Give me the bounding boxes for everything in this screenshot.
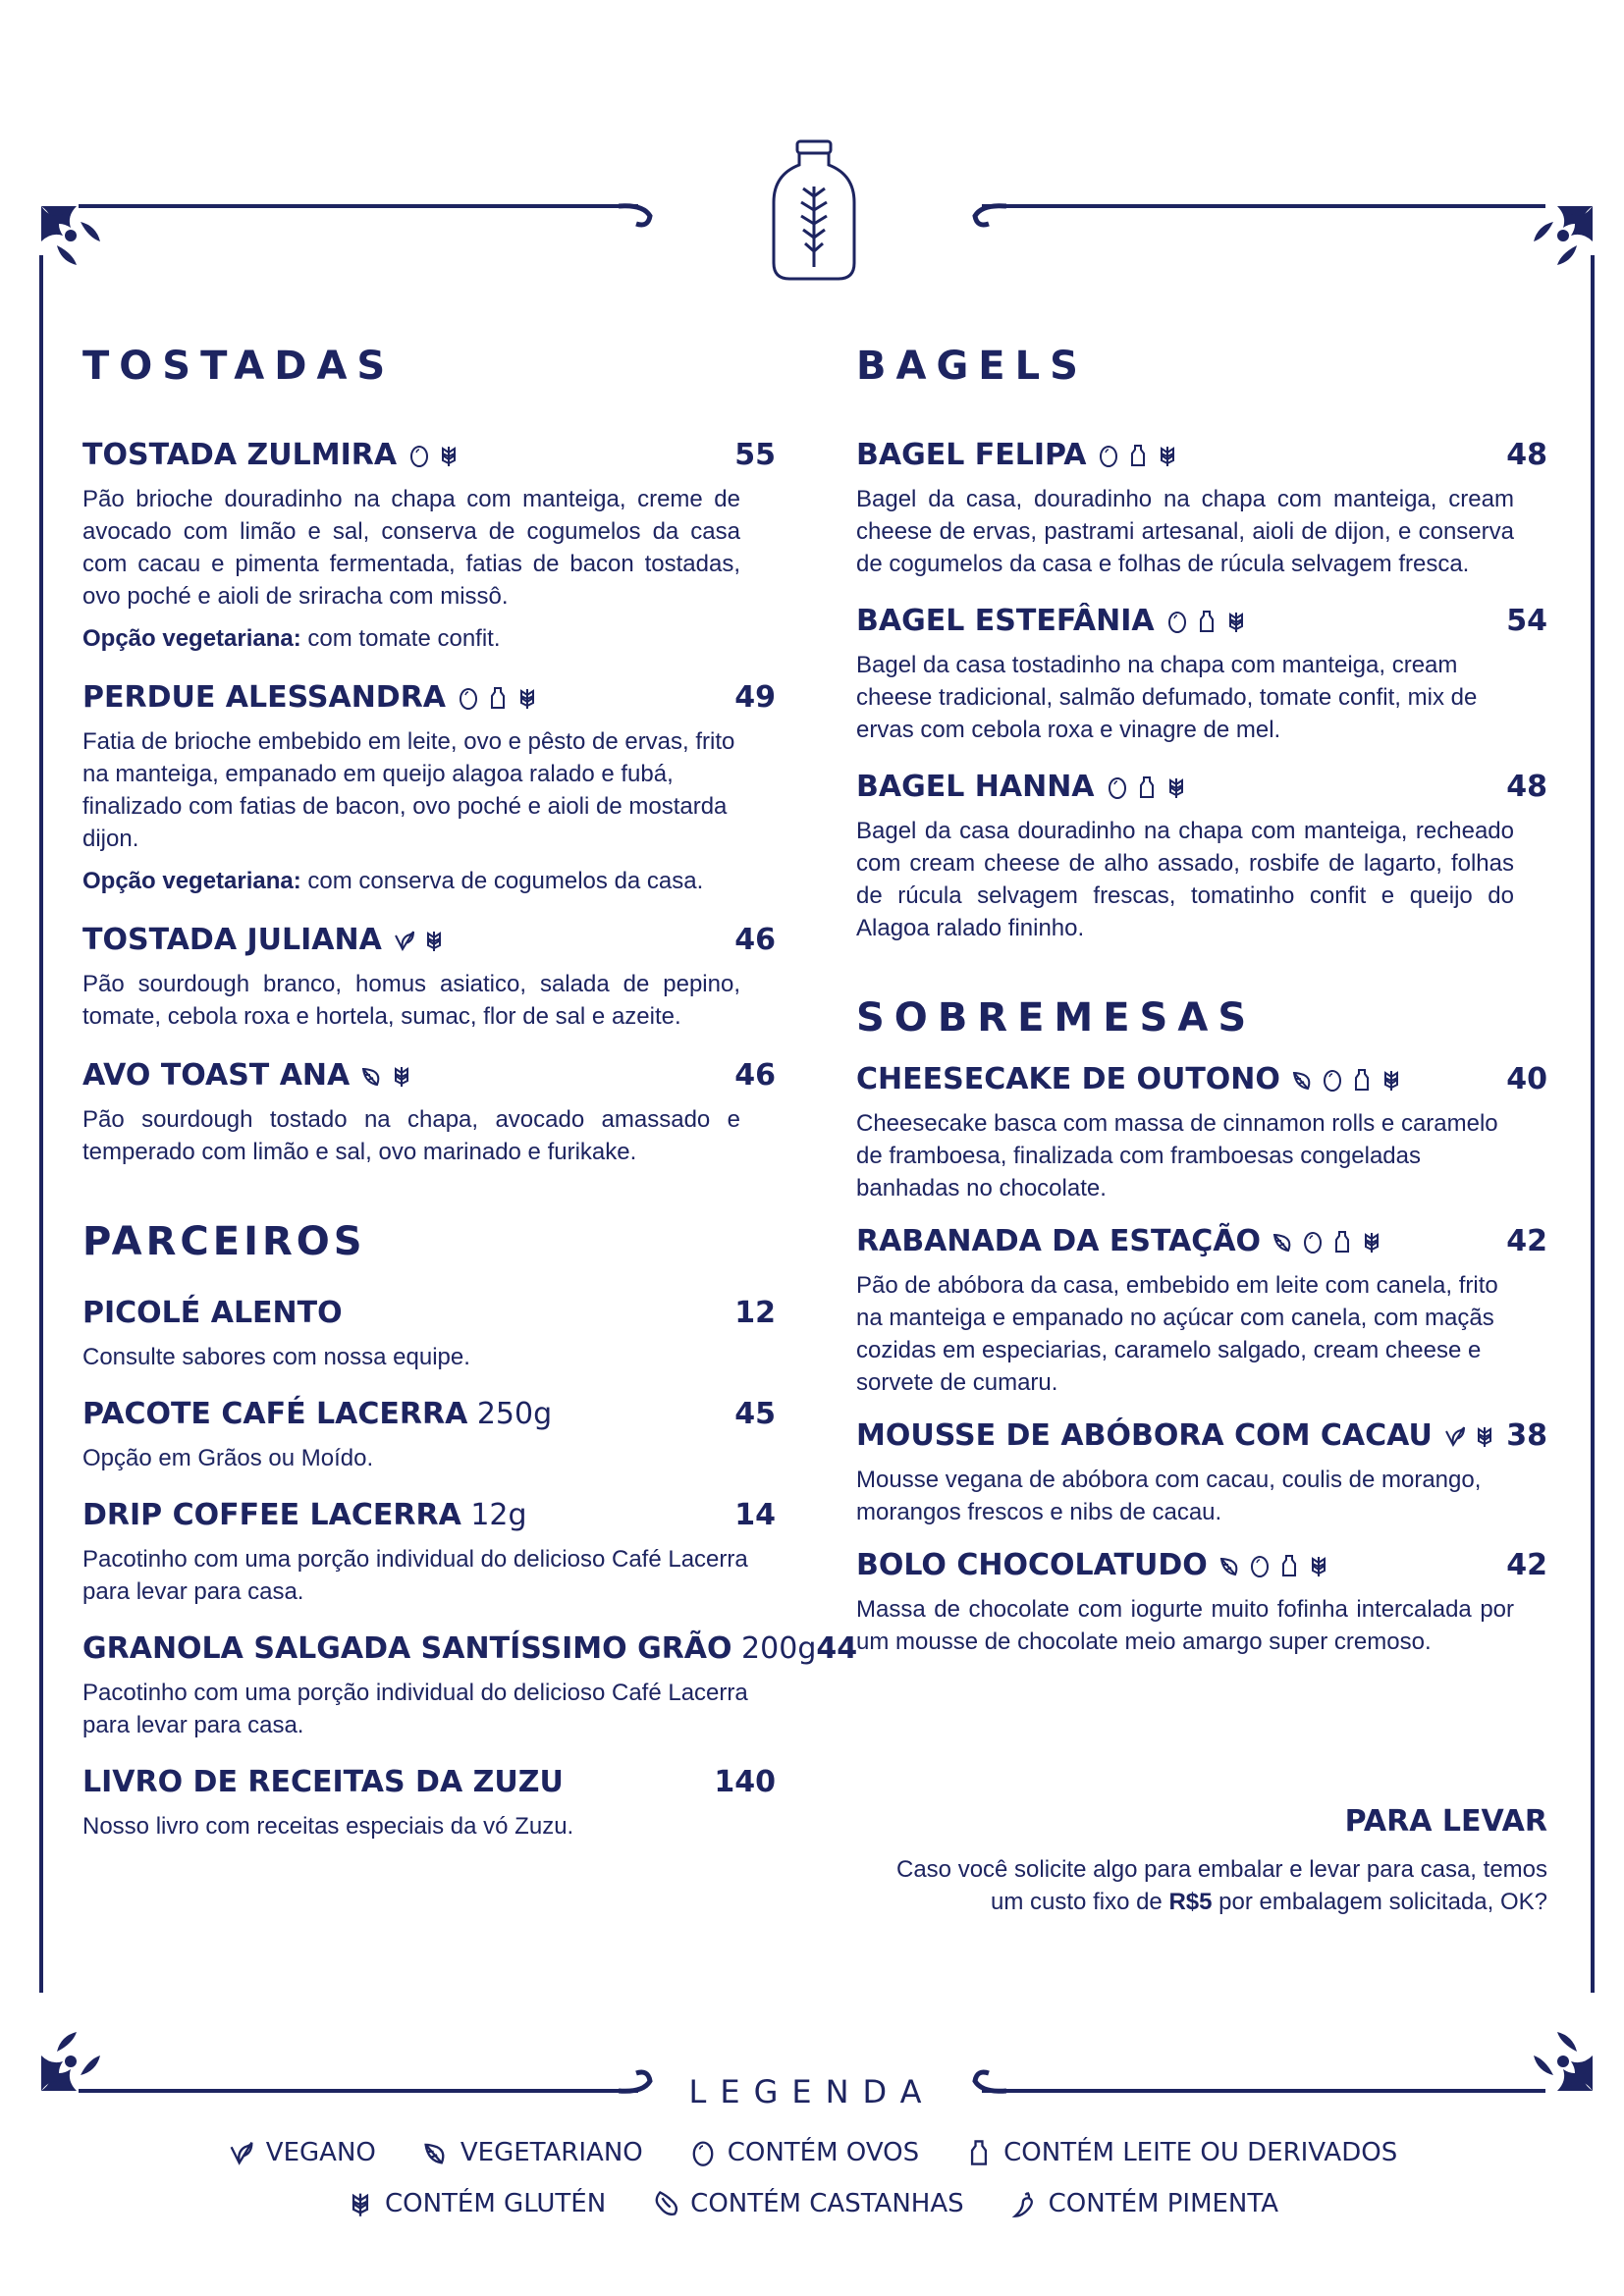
egg-icon: [456, 685, 481, 711]
item-name: TOSTADA ZULMIRA: [82, 438, 398, 472]
item-name: BAGEL FELIPA: [856, 438, 1087, 472]
item-weight: 12g: [460, 1498, 527, 1532]
item-description: Pacotinho com uma porção individual do delicioso Café Lacerra para levar para casa.: [82, 1546, 748, 1605]
right-column: [856, 344, 1547, 1658]
corner-ornament-icon: [37, 202, 116, 281]
item-price: 48: [1506, 770, 1547, 804]
item-price: 12: [734, 1296, 776, 1330]
item-description: Nosso livro com receitas especiais da vó Zuzu.: [82, 1813, 574, 1840]
item-price: 49: [734, 680, 776, 715]
section-title-bagels: BAGELS: [856, 344, 1088, 389]
legend-label: VEGANO: [265, 2138, 376, 2167]
item-price: 48: [1506, 438, 1547, 472]
para-levar-text-part: por embalagem solicitada, OK?: [1212, 1889, 1547, 1915]
menu-item: [82, 1496, 776, 1608]
menu-item: [856, 1546, 1547, 1658]
legend-item-vegetarian: [421, 2138, 643, 2167]
item-description: Pão sourdough branco, homus asiatico, salada de pepino, tomate, cebola roxa e hortela, sumac, flor de sal e azeite.: [82, 971, 740, 1030]
item-name: BAGEL HANNA: [856, 770, 1095, 804]
item-price: 140: [714, 1765, 776, 1799]
corner-ornament-icon: [1518, 202, 1597, 281]
menu-item: [82, 921, 776, 1033]
item-description: Consulte sabores com nossa equipe.: [82, 1344, 470, 1370]
jar-logo-icon: [768, 137, 860, 285]
section-title-sobremesas: SOBREMESAS: [856, 995, 1257, 1041]
legend-item-eggs: [688, 2138, 919, 2167]
vegetarian-icon: [421, 2138, 451, 2167]
legend-label: CONTÉM OVOS: [727, 2138, 920, 2167]
vegetarian-icon: [359, 1063, 385, 1089]
item-price: 45: [734, 1397, 776, 1431]
milk-icon: [1134, 774, 1160, 800]
vegetarian-option: [82, 622, 740, 655]
item-name: MOUSSE DE ABÓBORA COM CACAU: [856, 1418, 1433, 1453]
vegetarian-option-label: Opção vegetariana:: [82, 625, 301, 652]
egg-icon: [1320, 1067, 1345, 1093]
menu-item: [82, 1056, 776, 1168]
left-column: [82, 344, 858, 1842]
milk-icon: [1276, 1553, 1302, 1578]
milk-icon: [1329, 1229, 1355, 1255]
legend-row: [0, 2138, 1624, 2167]
menu-item: [82, 1395, 776, 1474]
item-description: Opção em Grãos ou Moído.: [82, 1445, 374, 1471]
vegetarian-option-label: Opção vegetariana:: [82, 868, 301, 894]
item-description: Pão de abóbora da casa, embebido em leite com canela, frito na manteiga e empanado no açúcar com canela, com maçãs cozidas em especiarias, caramelo salgado, cream cheese e sorvete de cumaru.: [856, 1272, 1498, 1396]
item-name: AVO TOAST ANA: [82, 1058, 351, 1093]
nut-icon: [651, 2189, 680, 2218]
section-title-tostadas: TOSTADAS: [82, 344, 396, 389]
item-price: 46: [734, 1058, 776, 1093]
legend-item-pepper: [1009, 2189, 1278, 2218]
vegan-icon: [227, 2138, 256, 2167]
item-name: PERDUE ALESSANDRA: [82, 680, 447, 715]
item-name: GRANOLA SALGADA SANTÍSSIMO GRÃO: [82, 1631, 732, 1666]
gluten-icon: [1472, 1423, 1497, 1449]
item-name: BOLO CHOCOLATUDO: [856, 1548, 1208, 1582]
frame-curl-icon: [967, 196, 1006, 236]
menu-item: [856, 436, 1547, 580]
egg-icon: [406, 443, 432, 468]
legend-label: CONTÉM GLUTÉN: [384, 2189, 607, 2218]
menu-item: [82, 1763, 776, 1842]
menu-item: [82, 678, 776, 897]
item-price: 38: [1506, 1418, 1547, 1453]
item-description: Cheesecake basca com massa de cinnamon rolls e caramelo de framboesa, finalizada com framboesas congeladas banhadas no chocolate.: [856, 1110, 1498, 1201]
pepper-icon: [1009, 2189, 1039, 2218]
section-title-parceiros: PARCEIROS: [82, 1219, 366, 1264]
item-name: DRIP COFFEE LACERRA: [82, 1498, 461, 1532]
item-price: 44: [816, 1631, 858, 1666]
item-weight: 200g: [731, 1631, 817, 1666]
item-description: Fatia de brioche embebido em leite, ovo e pêsto de ervas, frito na manteiga, empanado em queijo alagoa ralado e fubá, finalizado com fatias de bacon, ovo poché e aioli de mostarda dijon.: [82, 728, 735, 852]
item-name: BAGEL ESTEFÂNIA: [856, 604, 1155, 638]
gluten-icon: [1379, 1067, 1404, 1093]
frame-left-line: [39, 255, 43, 1993]
gluten-icon: [1306, 1553, 1331, 1578]
item-name: TOSTADA JULIANA: [82, 923, 382, 957]
gluten-icon: [514, 685, 540, 711]
menu-item: [856, 768, 1547, 944]
legend-label: CONTÉM LEITE OU DERIVADOS: [1003, 2138, 1398, 2167]
item-description: Bagel da casa, douradinho na chapa com manteiga, cream cheese de ervas, pastrami artesanal, aioli de dijon, e conserva de cogumelos da casa e folhas de rúcula selvagem fresca.: [856, 486, 1514, 577]
gluten-icon: [436, 443, 461, 468]
para-levar-text: [864, 1853, 1547, 1918]
legend-item-gluten: [346, 2189, 606, 2218]
legend-item-vegan: [227, 2138, 376, 2167]
item-description: Mousse vegana de abóbora com cacau, coulis de morango, morangos frescos e nibs de cacau.: [856, 1467, 1482, 1525]
vegan-icon: [1442, 1423, 1468, 1449]
legend-item-nuts: [651, 2189, 963, 2218]
gluten-icon: [389, 1063, 414, 1089]
item-name: RABANADA DA ESTAÇÃO: [856, 1224, 1262, 1258]
item-description: Pão brioche douradinho na chapa com manteiga, creme de avocado com limão e sal, conserva de cogumelos da casa com cacau e pimenta fermentada, fatias de bacon tostadas, ovo poché e aioli de sriracha com missô.: [82, 486, 740, 610]
vegetarian-option-text: com conserva de cogumelos da casa.: [300, 868, 704, 894]
gluten-icon: [1223, 609, 1249, 634]
vegan-icon: [392, 928, 417, 953]
gluten-icon: [1155, 443, 1180, 468]
item-name: CHEESECAKE DE OUTONO: [856, 1062, 1280, 1096]
item-price: 54: [1506, 604, 1547, 638]
egg-icon: [1096, 443, 1121, 468]
item-name: LIVRO DE RECEITAS DA ZUZU: [82, 1765, 564, 1799]
menu-item: [82, 1294, 776, 1373]
menu-item: [856, 1060, 1547, 1204]
menu-item: [856, 602, 1547, 746]
item-weight: 250g: [467, 1397, 553, 1431]
item-price: 55: [734, 438, 776, 472]
egg-icon: [1164, 609, 1190, 634]
frame-curl-icon: [619, 196, 658, 236]
milk-icon: [964, 2138, 994, 2167]
frame-top-left-line: [79, 204, 638, 208]
item-price: 42: [1506, 1548, 1547, 1582]
legend-row: [0, 2189, 1624, 2218]
menu-item: [856, 1416, 1547, 1528]
frame-right-line: [1591, 255, 1595, 1993]
item-description: Pacotinho com uma porção individual do delicioso Café Lacerra para levar para casa.: [82, 1680, 748, 1738]
item-price: 42: [1506, 1224, 1547, 1258]
para-levar-title: PARA LEVAR: [1344, 1804, 1547, 1839]
egg-icon: [1105, 774, 1130, 800]
gluten-icon: [1164, 774, 1189, 800]
milk-icon: [1125, 443, 1151, 468]
item-name: PICOLÉ ALENTO: [82, 1296, 343, 1330]
egg-icon: [1300, 1229, 1326, 1255]
item-price: 46: [734, 923, 776, 957]
para-levar-box: [864, 1802, 1547, 1918]
legend-label: CONTÉM CASTANHAS: [690, 2189, 964, 2218]
milk-icon: [1194, 609, 1219, 634]
item-price: 40: [1506, 1062, 1547, 1096]
legend-title: LEGENDA: [688, 2073, 936, 2110]
para-levar-text-part: Caso você solicite algo para embalar e levar para casa, temos um custo fixo de: [896, 1856, 1547, 1915]
menu-item: [82, 436, 776, 655]
vegetarian-icon: [1271, 1229, 1296, 1255]
para-levar-price: R$5: [1168, 1889, 1213, 1915]
frame-top-right-line: [982, 204, 1545, 208]
milk-icon: [485, 685, 511, 711]
item-description: Pão sourdough tostado na chapa, avocado amassado e temperado com limão e sal, ovo marinado e furikake.: [82, 1106, 740, 1165]
milk-icon: [1349, 1067, 1375, 1093]
menu-item: [82, 1629, 858, 1741]
legend-item-milk: [964, 2138, 1397, 2167]
vegetarian-icon: [1218, 1553, 1243, 1578]
vegetarian-option-text: com tomate confit.: [300, 625, 501, 652]
legend-label: VEGETARIANO: [460, 2138, 643, 2167]
gluten-icon: [421, 928, 447, 953]
gluten-icon: [346, 2189, 375, 2218]
gluten-icon: [1359, 1229, 1384, 1255]
item-description: Bagel da casa douradinho na chapa com manteiga, recheado com cream cheese de alho assado, rosbife de lagarto, folhas de rúcula selvagem frescas, tomatinho confit e queijo do Alagoa ralado fininho.: [856, 818, 1514, 941]
item-description: Massa de chocolate com iogurte muito fofinha intercalada por um mousse de chocolate meio amargo super cremoso.: [856, 1596, 1514, 1655]
menu-item: [856, 1222, 1547, 1399]
item-price: 14: [734, 1498, 776, 1532]
egg-icon: [688, 2138, 718, 2167]
vegetarian-icon: [1290, 1067, 1316, 1093]
legend-label: CONTÉM PIMENTA: [1048, 2189, 1279, 2218]
egg-icon: [1247, 1553, 1272, 1578]
item-description: Bagel da casa tostadinho na chapa com manteiga, cream cheese tradicional, salmão defumado, tomate confit, mix de ervas com cebola roxa e vinagre de mel.: [856, 652, 1478, 743]
vegetarian-option: [82, 865, 740, 897]
item-name: PACOTE CAFÉ LACERRA: [82, 1397, 468, 1431]
